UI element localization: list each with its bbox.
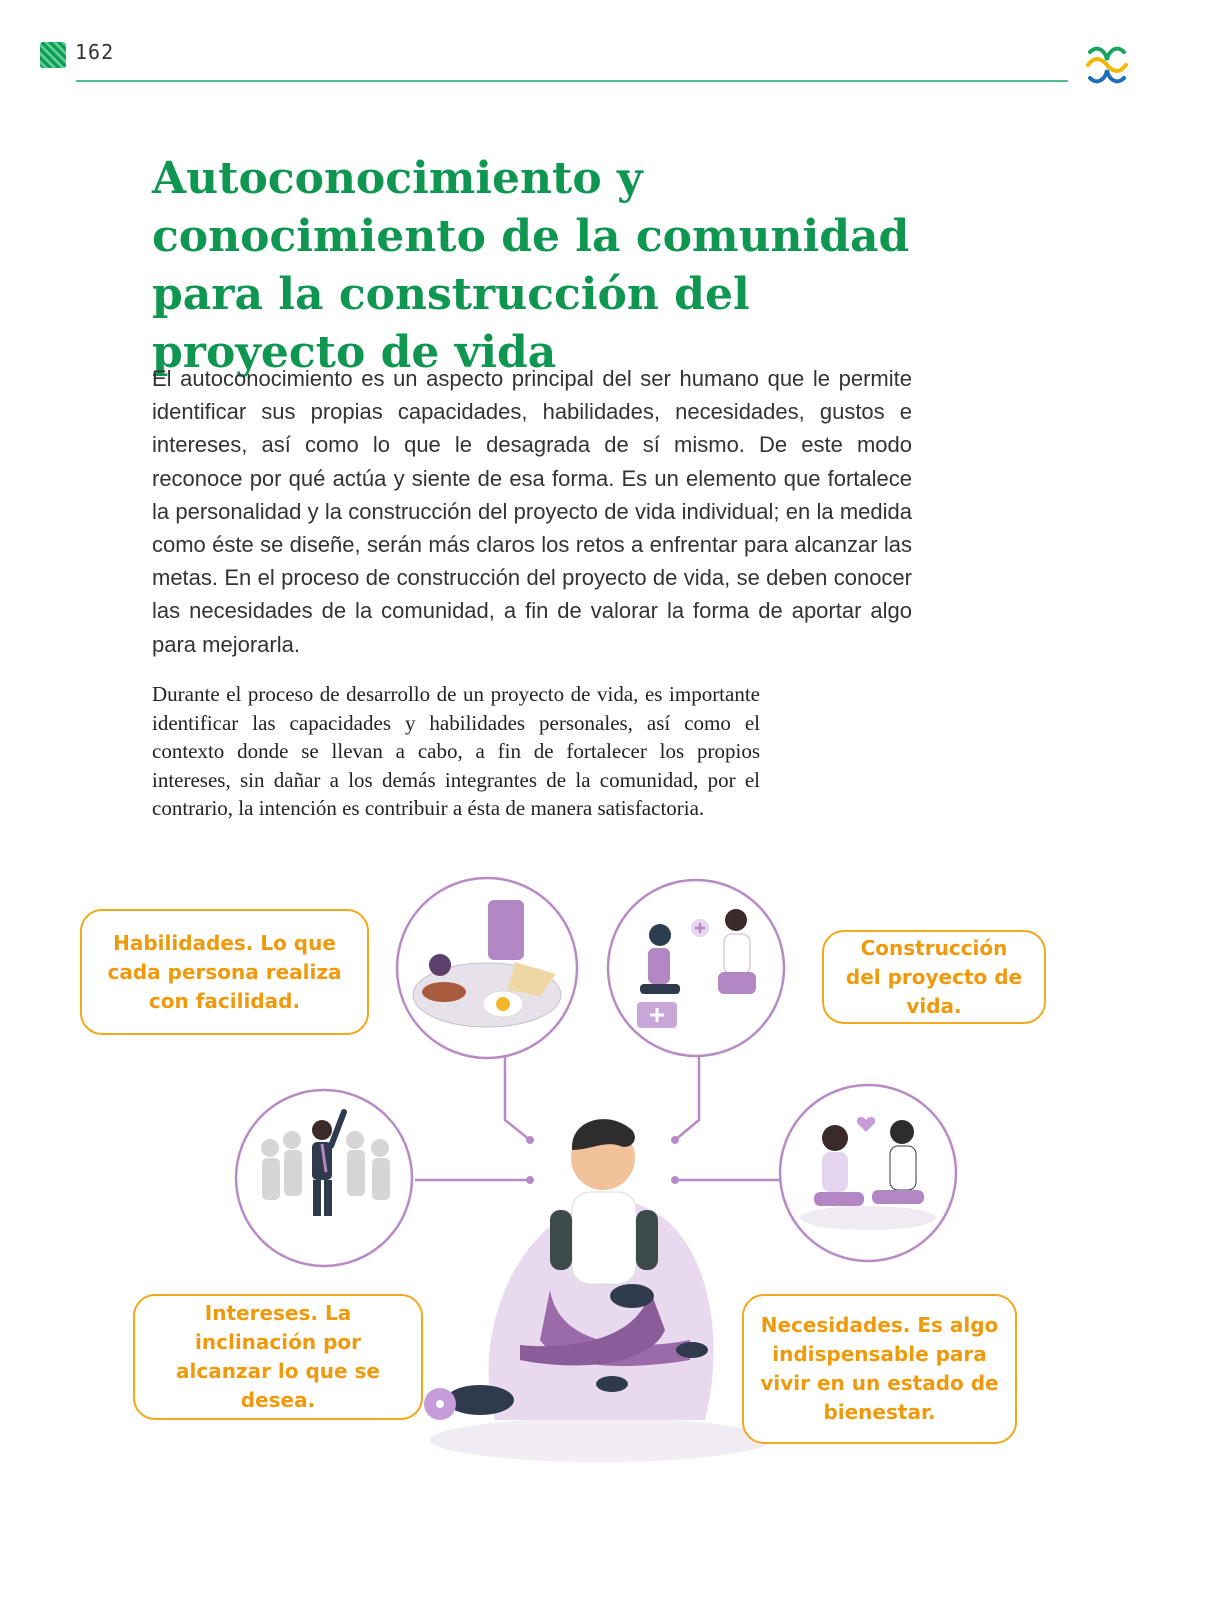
friends-talking-icon (780, 1085, 956, 1261)
first-aid-helper-icon (608, 880, 784, 1056)
page-number: 162 (75, 40, 115, 64)
leaf-pattern-icon (40, 42, 66, 68)
page-title: Autoconocimiento y conocimiento de la comunidad para la construcción del proyecto de vida (152, 153, 910, 378)
callout-intereses: Intereses. La inclinación por alcanzar lo que se desea. (133, 1294, 423, 1420)
callout-necesidades: Necesidades. Es algo indispensable para vivir en un estado de bienestar. (742, 1294, 1017, 1444)
gamer-on-beanbag-icon (424, 1119, 770, 1462)
callout-habilidades: Habilidades. Lo que cada persona realiza con facilidad. (80, 909, 369, 1035)
breakfast-plate-icon (397, 878, 577, 1058)
header-rule (76, 80, 1068, 82)
cheering-person-icon (236, 1090, 412, 1266)
detail-paragraph: Durante el proceso de desarrollo de un proyecto de vida, es importante identificar las capacidades y habilidades personales, así como el contexto donde se llevan a cabo, a fin de fortalecer los propios intereses, sin dañar a los demás integrantes de la comunidad, por el contrario, la intención es contribuir a ésta de manera satisfactoria. (152, 682, 760, 820)
callout-construccion: Construcción del proyecto de vida. (822, 930, 1046, 1024)
intro-paragraph: El autoconocimiento es un aspecto principal del ser humano que le permite identificar sus propias capacidades, habilidades, necesidades, gustos e intereses, así como lo que le desagrada de sí mismo. De este modo reconoce por qué actúa y siente de esa forma. Es un elemento que fortalece la personalidad y la construcción del proyecto de vida individual; en la medida como éste se diseñe, serán más claros los retos a enfrentar para alcanzar las metas. En el proceso de construcción del proyecto de vida, se deben conocer las necesidades de la comunidad, a fin de valorar la forma de aportar algo para mejorarla. (152, 366, 912, 657)
linked-figures-logo-icon (1084, 42, 1130, 88)
